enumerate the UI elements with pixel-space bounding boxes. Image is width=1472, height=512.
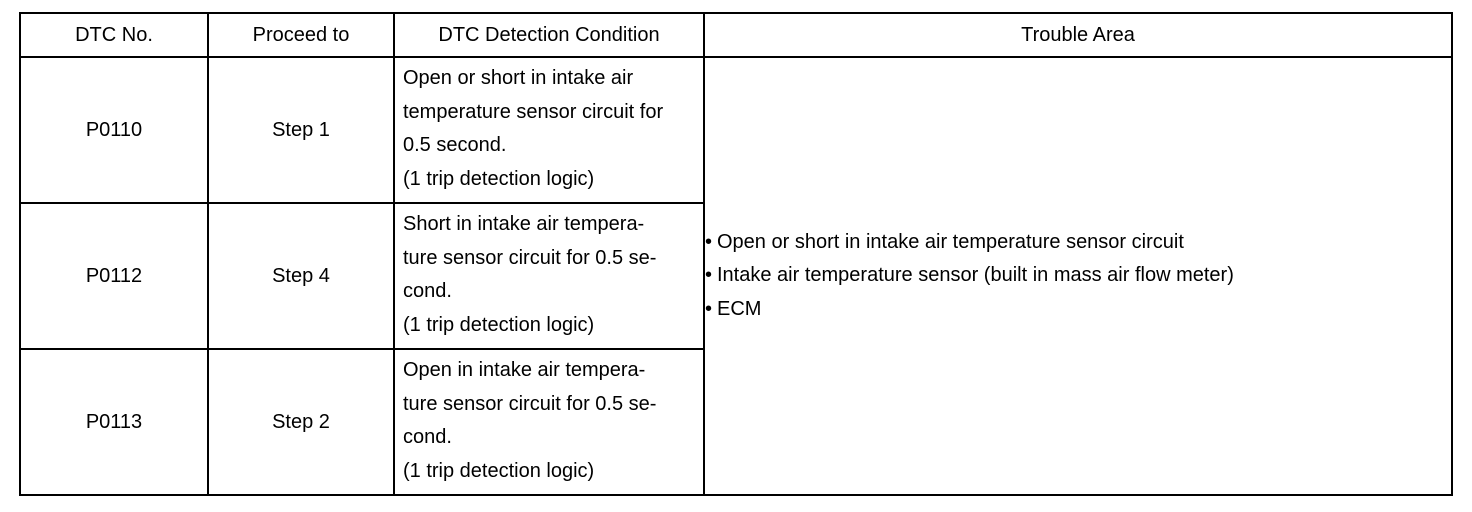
- condition-line: cond.: [403, 426, 452, 448]
- proceed-step: Step 2: [208, 349, 394, 495]
- condition-line: (1 trip detection logic): [403, 459, 595, 482]
- header-dtc-no: DTC No.: [20, 13, 208, 57]
- trouble-area-text: Intake air temperature sensor (built in mass air flow meter): [717, 264, 1234, 287]
- detection-condition: [394, 57, 704, 203]
- detection-condition: [394, 203, 704, 349]
- condition-line: 0.5 second.: [403, 134, 507, 156]
- proceed-step: Step 4: [208, 203, 394, 349]
- condition-line: (1 trip detection logic): [403, 313, 595, 336]
- trouble-area-list: [705, 226, 1451, 327]
- dtc-code: P0110: [20, 57, 208, 203]
- dtc-code: P0112: [20, 203, 208, 349]
- trouble-area-item: [705, 259, 1451, 293]
- trouble-area-text: Open or short in intake air temperature sensor circuit: [717, 230, 1184, 253]
- table-row: [20, 57, 1452, 203]
- condition-line: cond.: [403, 280, 452, 302]
- condition-line: ture sensor circuit for 0.5 se-: [403, 246, 657, 269]
- header-detection-condition: DTC Detection Condition: [394, 13, 704, 57]
- dtc-code: P0113: [20, 349, 208, 495]
- bullet-icon: •: [705, 297, 713, 320]
- condition-line: Open in intake air tempera-: [403, 359, 646, 381]
- trouble-area-cell: [704, 57, 1452, 495]
- trouble-area-item: [705, 226, 1451, 260]
- proceed-step: Step 1: [208, 57, 394, 203]
- header-proceed-to: Proceed to: [208, 13, 394, 57]
- header-trouble-area: Trouble Area: [704, 13, 1452, 57]
- condition-line: ture sensor circuit for 0.5 se-: [403, 392, 657, 415]
- bullet-icon: •: [705, 264, 713, 287]
- header-row: [20, 13, 1452, 57]
- trouble-area-item: [705, 293, 1451, 327]
- condition-line: Open or short in intake air: [403, 67, 634, 89]
- trouble-area-text: ECM: [717, 297, 762, 320]
- condition-line: Short in intake air tempera-: [403, 213, 645, 235]
- dtc-table: [19, 12, 1453, 496]
- bullet-icon: •: [705, 230, 713, 253]
- condition-line: temperature sensor circuit for: [403, 100, 664, 123]
- detection-condition: [394, 349, 704, 495]
- condition-line: (1 trip detection logic): [403, 167, 595, 190]
